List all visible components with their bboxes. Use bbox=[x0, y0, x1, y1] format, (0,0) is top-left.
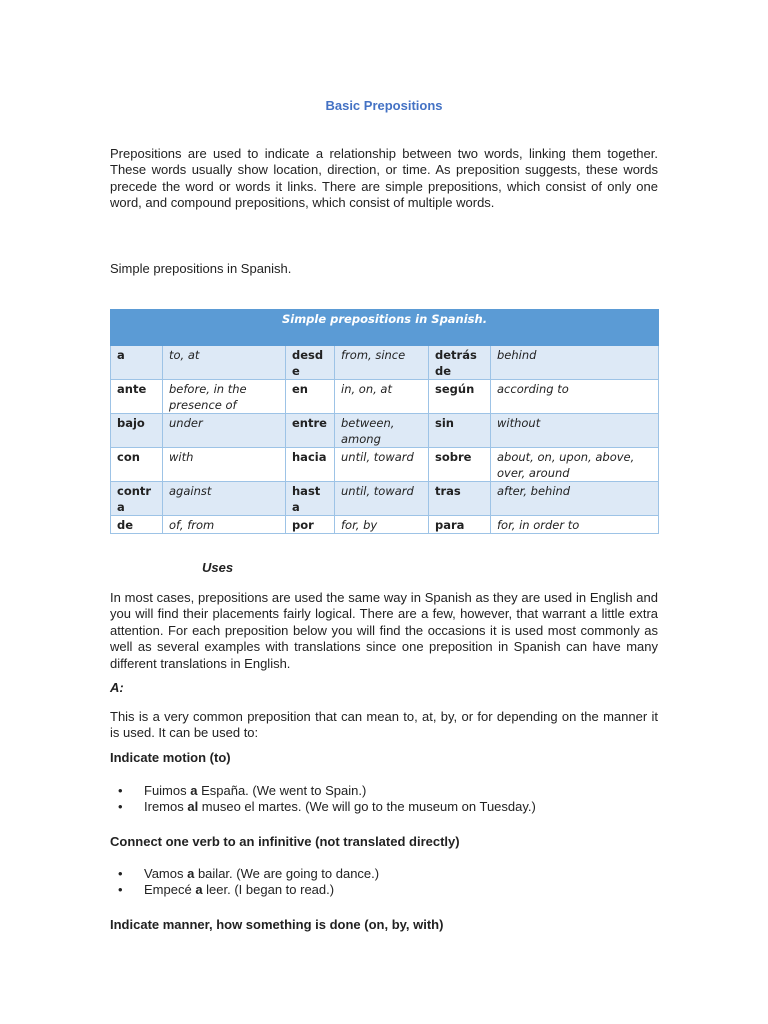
example-text: bailar. (We are going to dance.) bbox=[194, 866, 380, 881]
table-cell: según bbox=[429, 380, 491, 414]
example-preposition: a bbox=[190, 783, 198, 798]
example-preposition: a bbox=[195, 882, 203, 898]
table-cell: con bbox=[111, 448, 163, 482]
table-cell: without bbox=[491, 414, 659, 448]
table-cell: sin bbox=[429, 414, 491, 448]
table-cell: to, at bbox=[163, 346, 286, 380]
examples-list-infinitive bbox=[110, 866, 658, 899]
table-row bbox=[111, 380, 659, 414]
page-title: Basic Prepositions bbox=[325, 98, 443, 113]
table-caption: Simple prepositions in Spanish. bbox=[111, 310, 659, 346]
table-cell: with bbox=[163, 448, 286, 482]
section-heading-infinitive: Connect one verb to an infinitive (not translated directly) bbox=[110, 834, 460, 849]
examples-list-motion bbox=[110, 783, 658, 816]
example-text: Iremos bbox=[144, 799, 188, 815]
table-cell: hacia bbox=[286, 448, 335, 482]
example-text: Fuimos bbox=[144, 783, 191, 798]
section-heading-manner: Indicate manner, how something is done (on, by, with) bbox=[110, 917, 444, 932]
table-row bbox=[111, 414, 659, 448]
preposition-a-paragraph: This is a very common preposition that can mean to, at, by, or for depending on the manner it is used. It can be used to: bbox=[110, 709, 658, 741]
table-cell: until, toward bbox=[335, 448, 429, 482]
example-text: Empecé bbox=[144, 882, 196, 898]
table-row bbox=[111, 448, 659, 482]
list-item bbox=[110, 866, 658, 882]
table-cell: sobre bbox=[429, 448, 491, 482]
intro-paragraph: Prepositions are used to indicate a relationship between two words, linking them together. These words usually show location, direction, or time. As preposition suggests, these words precede the word or words it links. There are simple prepositions, which consist of only one word, and compound prepositions, which consist of multiple words. bbox=[110, 146, 658, 211]
table-cell: between, among bbox=[335, 414, 429, 448]
table-cell: against bbox=[163, 482, 286, 516]
table-cell: in, on, at bbox=[335, 380, 429, 414]
table-cell: por bbox=[286, 516, 335, 534]
uses-paragraph: In most cases, prepositions are used the same way in Spanish as they are used in English and you will find their placements fairly logical. There are a few, however, that warrant a little extra attention. For each preposition below you will find the occasions it is used most commonly as well as several examples with translations since one preposition in Spanish can have many different translations in English. bbox=[110, 590, 658, 671]
table-row bbox=[111, 482, 659, 516]
prepositions-table bbox=[110, 309, 659, 534]
list-item bbox=[110, 783, 658, 799]
table-cell: detrás de bbox=[429, 346, 491, 380]
preposition-a-heading: A: bbox=[110, 680, 124, 695]
table-cell: behind bbox=[491, 346, 659, 380]
table-cell: bajo bbox=[111, 414, 163, 448]
bullet-icon: • bbox=[118, 783, 123, 798]
table-header-row bbox=[111, 310, 659, 346]
section-heading-motion: Indicate motion (to) bbox=[110, 750, 231, 765]
table-cell: desde bbox=[286, 346, 335, 380]
table-cell: according to bbox=[491, 380, 659, 414]
table-cell: from, since bbox=[335, 346, 429, 380]
table-cell: under bbox=[163, 414, 286, 448]
example-text: leer. (I began to read.) bbox=[202, 882, 335, 898]
example-preposition: al bbox=[187, 799, 199, 815]
table-cell: hasta bbox=[286, 482, 335, 516]
table-cell: tras bbox=[429, 482, 491, 516]
table-cell: before, in the presence of bbox=[163, 380, 286, 414]
bullet-icon: • bbox=[118, 866, 123, 881]
example-text: España. (We went to Spain.) bbox=[197, 783, 367, 798]
bullet-icon: • bbox=[118, 882, 123, 898]
list-item bbox=[110, 799, 658, 815]
simple-prepositions-label: Simple prepositions in Spanish. bbox=[110, 261, 292, 276]
table-cell: en bbox=[286, 380, 335, 414]
table-cell: a bbox=[111, 346, 163, 380]
list-item bbox=[110, 882, 658, 898]
table-cell: para bbox=[429, 516, 491, 534]
table-cell: about, on, upon, above, over, around bbox=[491, 448, 659, 482]
table-cell: of, from bbox=[163, 516, 286, 534]
bullet-icon: • bbox=[118, 799, 123, 815]
example-text: Vamos bbox=[144, 866, 188, 881]
table-row bbox=[111, 346, 659, 380]
table-cell: for, in order to bbox=[491, 516, 659, 534]
table-cell: ante bbox=[111, 380, 163, 414]
table-row bbox=[111, 516, 659, 534]
example-preposition: a bbox=[187, 866, 195, 881]
table-cell: after, behind bbox=[491, 482, 659, 516]
example-text: museo el martes. (We will go to the museum on Tuesday.) bbox=[198, 799, 536, 815]
table-cell: de bbox=[111, 516, 163, 534]
uses-heading: Uses bbox=[202, 560, 234, 575]
table-cell: until, toward bbox=[335, 482, 429, 516]
table-cell: contra bbox=[111, 482, 163, 516]
table-cell: entre bbox=[286, 414, 335, 448]
table-cell: for, by bbox=[335, 516, 429, 534]
